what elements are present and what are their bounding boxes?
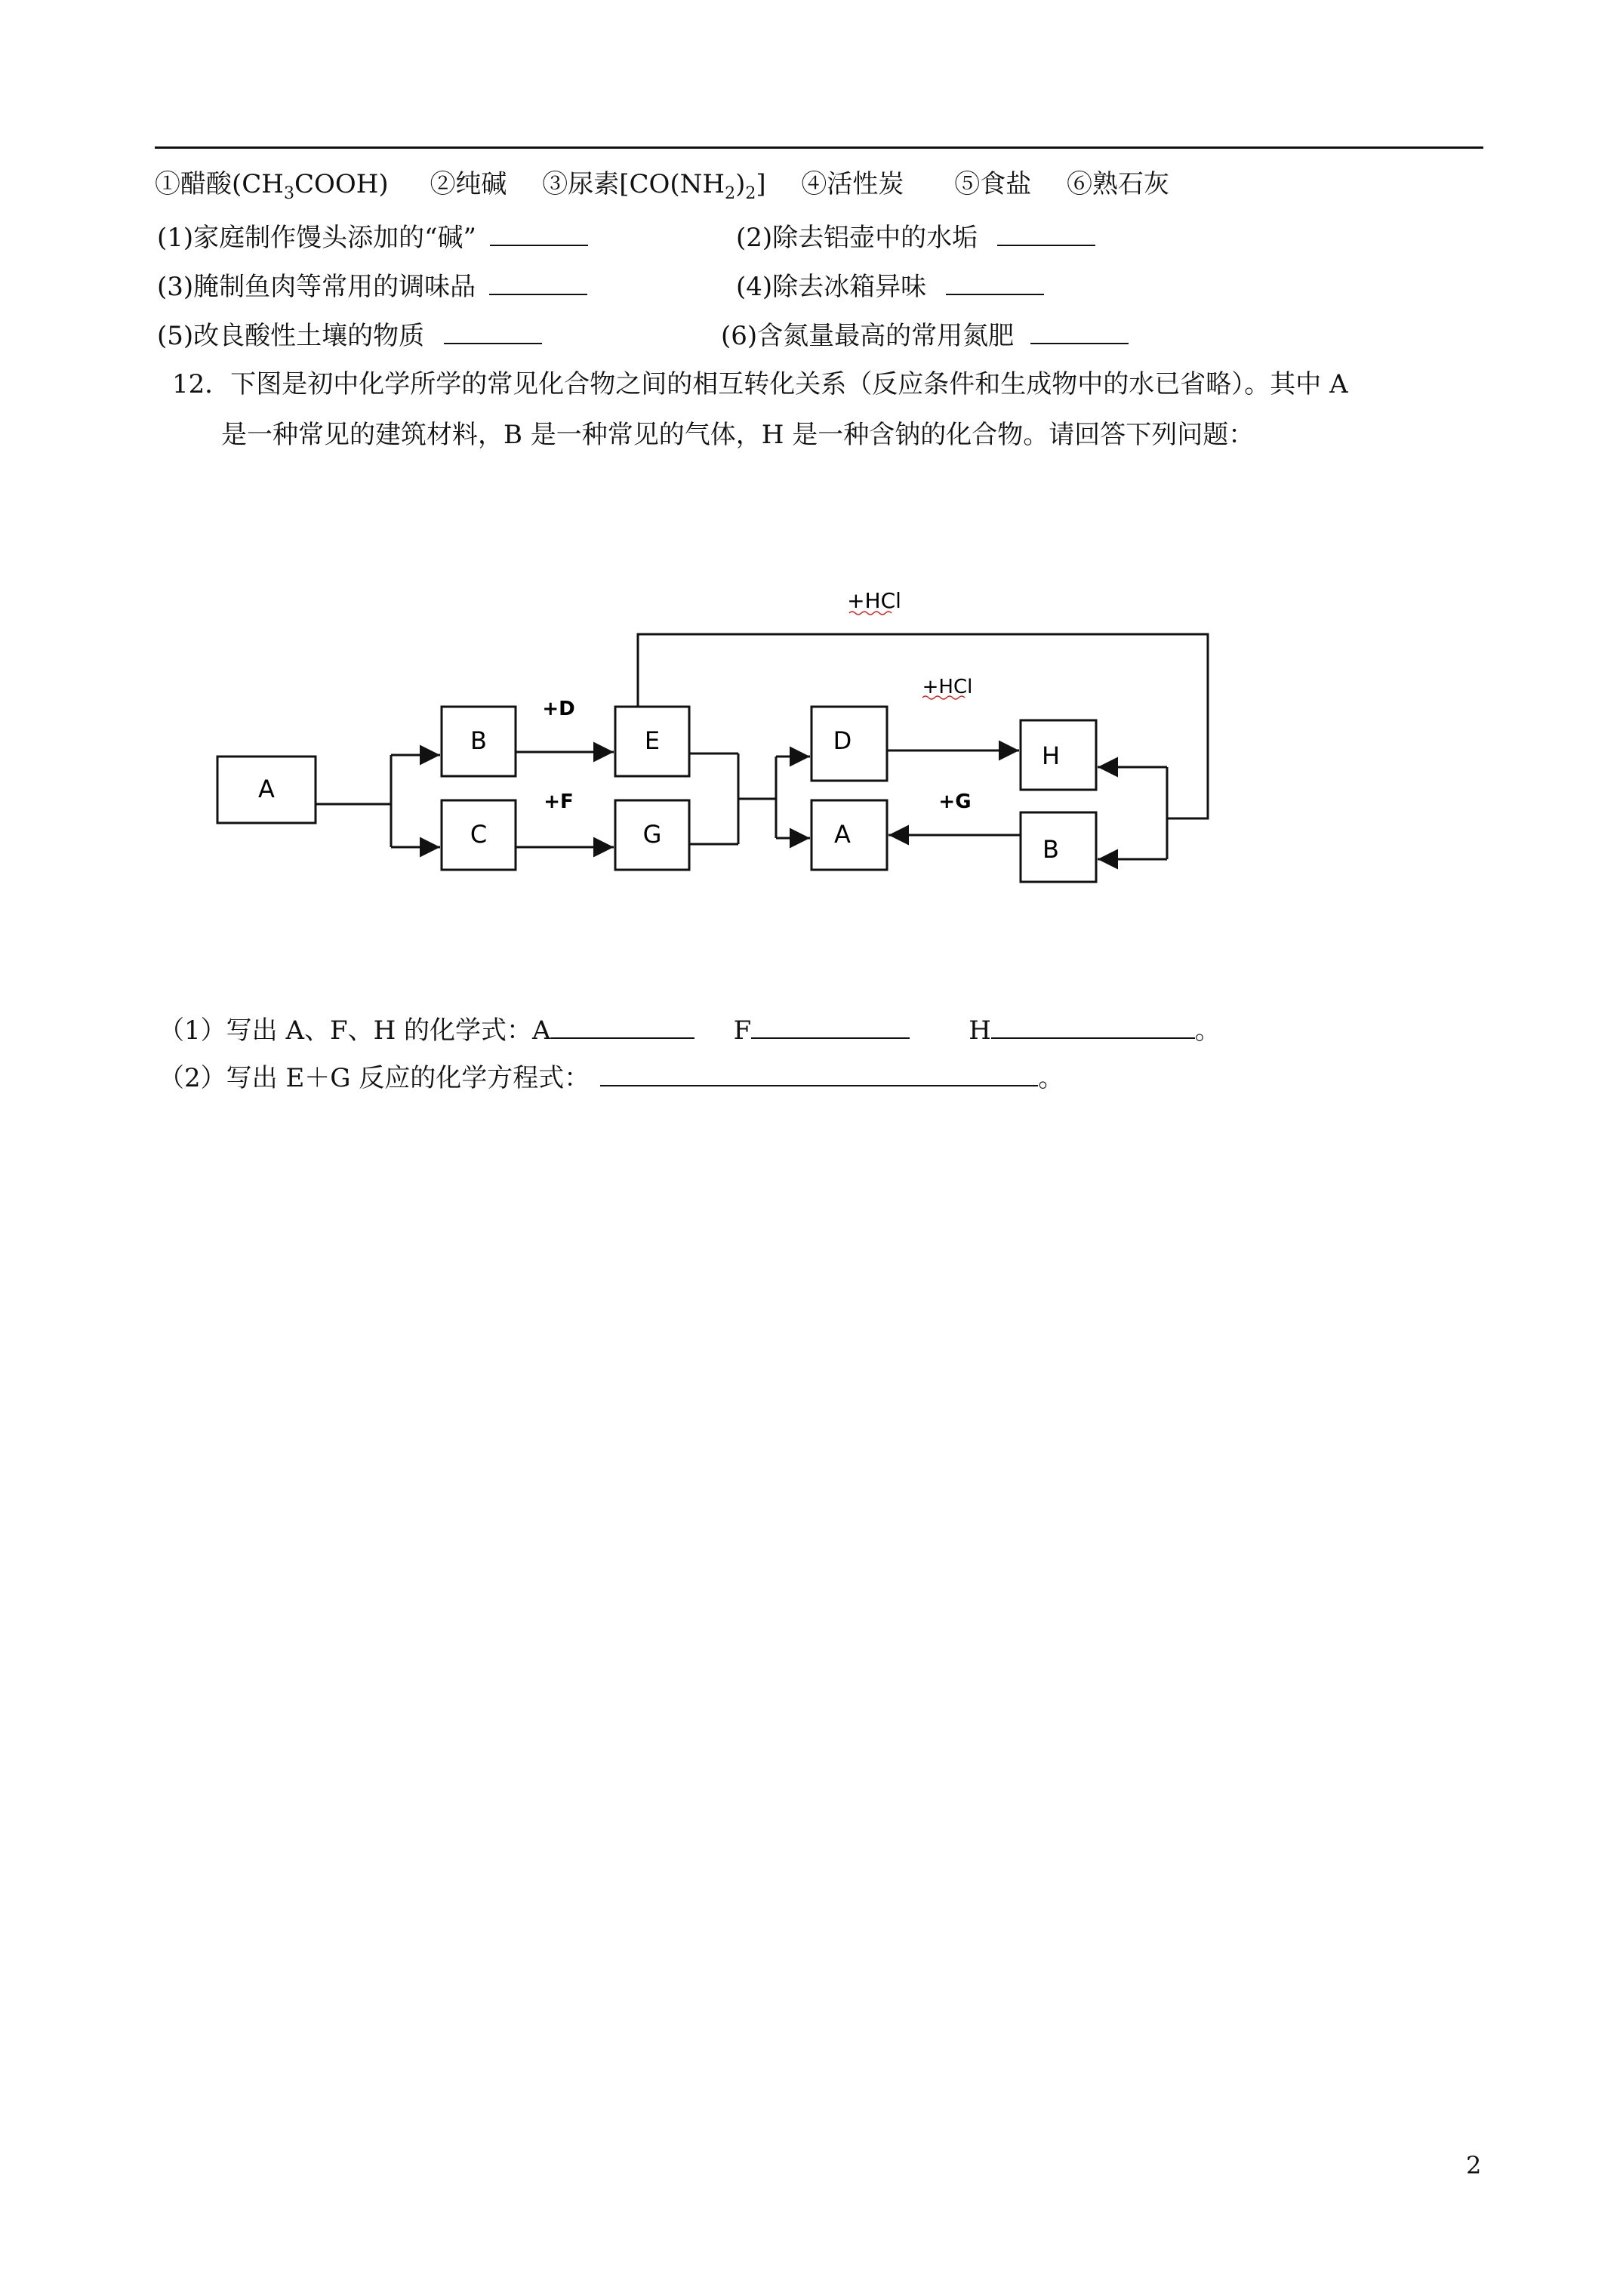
options-line xyxy=(155,168,1169,211)
box-a-result-label: A xyxy=(834,820,851,849)
label-mid-hcl: +HCl xyxy=(922,676,973,698)
box-b-upper-label: B xyxy=(470,726,487,755)
label-top-hcl: +HCl xyxy=(847,588,901,613)
answer-blank[interactable] xyxy=(997,219,1095,246)
q11-item-4: (4)除去冰箱异味 xyxy=(736,268,1044,304)
sub-question-2: （2）写出 E＋G 反应的化学方程式： 。 xyxy=(159,1059,1064,1095)
option-soda-ash: ②纯碱 xyxy=(430,169,507,199)
box-h-label: H xyxy=(1041,741,1061,770)
q12-text-line-2: 是一种常见的建筑材料，B 是一种常见的气体，H 是一种含钠的化合物。请回答下列问题： xyxy=(221,420,1255,450)
sub-question-1: （1）写出 A、F、H 的化学式：A F H 。 xyxy=(159,1012,1221,1047)
label-plus-f: +F xyxy=(544,791,574,813)
answer-blank-a[interactable] xyxy=(551,1012,694,1039)
label-plus-d: +D xyxy=(542,698,575,720)
answer-blank[interactable] xyxy=(490,219,588,246)
option-table-salt: ⑤食盐 xyxy=(954,169,1032,199)
q11-item-5: (5)改良酸性土壤的物质 xyxy=(157,317,542,353)
answer-blank-f[interactable] xyxy=(751,1012,910,1039)
reaction-flow-diagram xyxy=(204,559,1238,982)
answer-blank[interactable] xyxy=(946,268,1044,295)
q11-item-2: (2)除去铝壶中的水垢 xyxy=(736,219,1095,254)
box-a-start-label: A xyxy=(258,775,275,803)
q12-text-line-1: 12．下图是初中化学所学的常见化合物之间的相互转化关系（反应条件和生成物中的水已省略）。其中 A xyxy=(172,369,1348,399)
q11-item-1: (1)家庭制作馒头添加的“碱” xyxy=(157,219,588,254)
option-urea: ③尿素$[CO(NH_2)_2]$ xyxy=(542,169,766,203)
box-b-lower-label: B xyxy=(1042,835,1059,864)
page-number: 2 xyxy=(1466,2151,1482,2180)
header-rule xyxy=(155,146,1483,149)
loop-connector-top xyxy=(638,634,1208,818)
answer-blank-h[interactable] xyxy=(991,1012,1195,1039)
option-acetic-acid: ①醋酸$(CH_3COOH)$ xyxy=(155,169,389,203)
answer-blank-equation[interactable] xyxy=(600,1059,1038,1086)
option-activated-carbon: ④活性炭 xyxy=(801,169,904,199)
answer-blank[interactable] xyxy=(489,268,587,295)
box-d-label: D xyxy=(833,726,852,755)
option-slaked-lime: ⑥熟石灰 xyxy=(1067,169,1170,199)
answer-blank[interactable] xyxy=(444,317,542,344)
answer-blank[interactable] xyxy=(1030,317,1129,344)
box-e-label: E xyxy=(644,726,661,755)
box-c-label: C xyxy=(470,820,488,849)
box-g-label: G xyxy=(642,820,662,849)
label-plus-g: +G xyxy=(938,791,972,813)
q11-item-6: (6)含氮量最高的常用氮肥 xyxy=(721,317,1129,353)
q11-item-3: (3)腌制鱼肉等常用的调味品 xyxy=(157,268,587,304)
